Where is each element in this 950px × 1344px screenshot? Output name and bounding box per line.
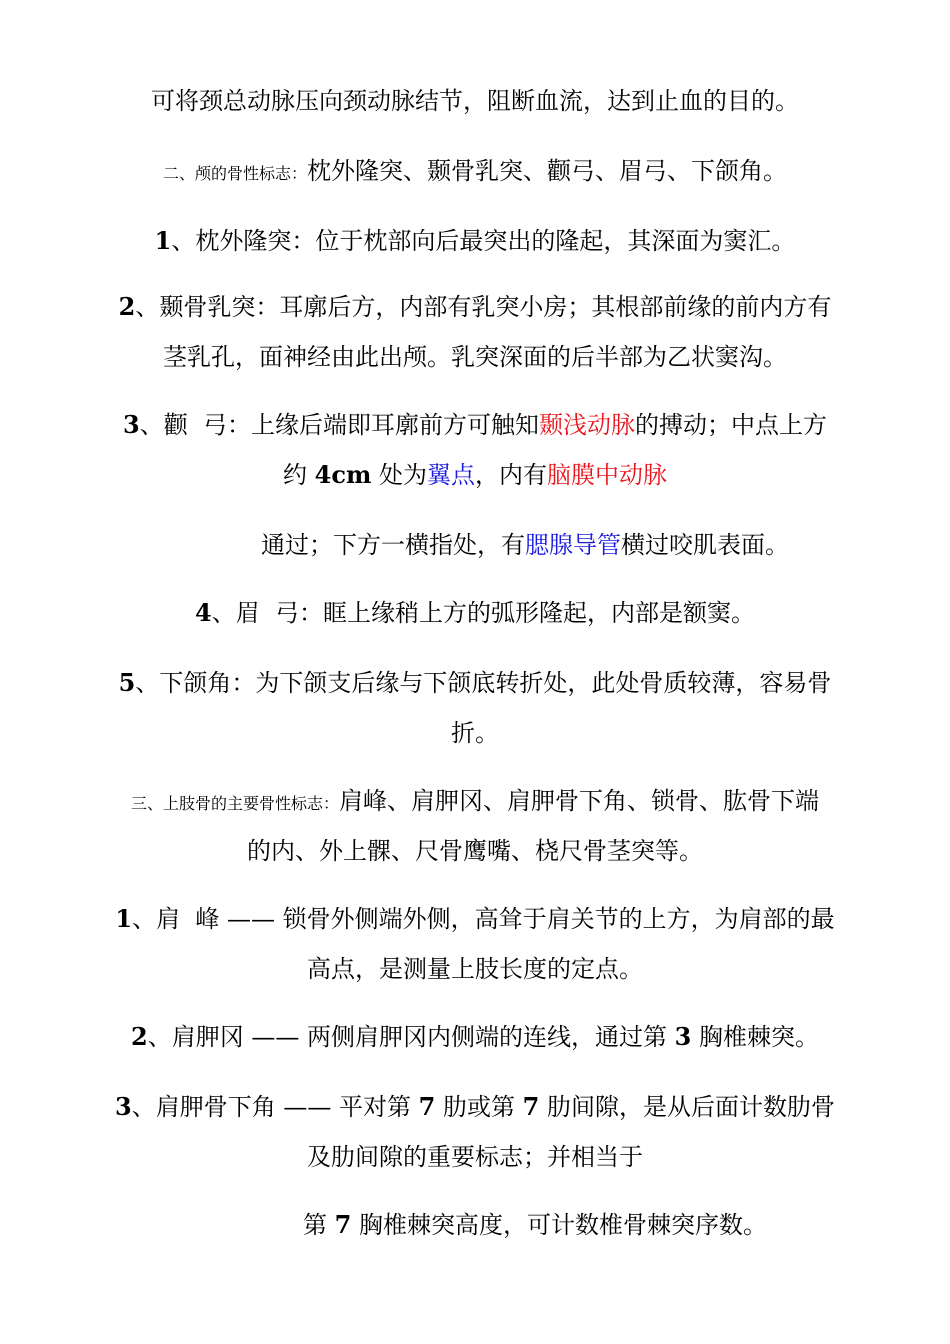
highlight-red: 脑膜中动脉 [547, 461, 667, 489]
heading-text: 枕外隆突、颞骨乳突、颧弓、眉弓、下颌角。 [307, 157, 787, 185]
highlight-blue: 翼点 [427, 461, 475, 489]
item-scapula-inferior-angle-line-2 [60, 1142, 890, 1172]
text: 及肋间隙的重要标志；并相当于 [307, 1143, 643, 1171]
text-line-1 [60, 86, 890, 116]
heading-upper-limb-landmarks [60, 786, 890, 819]
item-mandible-angle-line-1 [60, 668, 890, 698]
item-mastoid-line-2 [60, 342, 890, 372]
text: 的内、外上髁、尺骨鹰嘴、桡尺骨茎突等。 [247, 837, 703, 865]
heading-label: 二、颅的骨性标志： [162, 164, 307, 183]
text: 茎乳孔，面神经由此出颅。乳突深面的后半部为乙状窦沟。 [163, 343, 787, 371]
item-scapular-spine [60, 1022, 890, 1052]
text: ，内有 [475, 461, 547, 489]
item-mastoid-line-1 [60, 292, 890, 322]
number: 7 [418, 1092, 436, 1121]
text: 、肩 峰 —— 锁骨外侧端外侧，高耸于肩关节的上方，为肩部的最 [132, 905, 835, 933]
item-number: 2 [131, 1022, 148, 1051]
item-brow-ridge [60, 598, 890, 628]
item-scapula-inferior-angle-line-3 [120, 1210, 950, 1240]
text: 的搏动；中点上方 [634, 411, 827, 439]
item-number: 1 [154, 226, 172, 255]
text: 肋间隙，是从后面计数肋骨 [539, 1093, 835, 1121]
text: 通过；下方一横指处，有 [261, 531, 525, 559]
text: 、肩胛冈 —— 两侧肩胛冈内侧端的连线，通过第 [147, 1023, 675, 1051]
heading-skull-landmarks [60, 156, 890, 189]
text: 高点，是测量上肢长度的定点。 [307, 955, 643, 983]
item-acromion-line-1 [60, 904, 890, 934]
text: 横过咬肌表面。 [621, 531, 789, 559]
number: 4cm [314, 460, 372, 489]
highlight-red: 颞浅动脉 [538, 411, 635, 439]
item-number: 4 [195, 598, 212, 627]
text: 处为 [371, 461, 427, 489]
text: 、眉 弓：眶上缘稍上方的弧形隆起，内部是额窦。 [211, 599, 755, 627]
text: 可将颈总动脉压向颈动脉结节，阻断血流，达到止血的目的。 [151, 87, 799, 115]
item-number: 3 [123, 410, 140, 439]
item-number: 2 [118, 292, 136, 321]
text: 、枕外隆突：位于枕部向后最突出的隆起，其深面为窦汇。 [171, 227, 796, 255]
item-zygomatic-line-2 [60, 460, 890, 490]
highlight-blue: 腮腺导管 [525, 531, 621, 559]
item-number: 3 [115, 1092, 132, 1121]
text: 肋或第 [435, 1093, 523, 1121]
number: 3 [674, 1022, 692, 1051]
text: 约 [283, 461, 315, 489]
heading-text: 肩峰、肩胛冈、肩胛骨下角、锁骨、肱骨下端 [339, 787, 819, 815]
item-occipital-protuberance [60, 226, 890, 256]
number: 7 [522, 1092, 540, 1121]
text: 胸椎棘突。 [691, 1023, 819, 1051]
text: 第 [303, 1211, 335, 1239]
text: 、肩胛骨下角 —— 平对第 [131, 1093, 419, 1121]
heading-upper-limb-line-2 [60, 836, 890, 866]
item-number: 1 [115, 904, 133, 933]
item-mandible-angle-line-2 [60, 718, 890, 748]
text: 、颞骨乳突：耳廓后方，内部有乳突小房；其根部前缘的前内方有 [135, 293, 832, 321]
text: 、下颌角：为下颌支后缘与下颌底转折处，此处骨质较薄，容易骨 [135, 669, 832, 697]
item-number: 5 [118, 668, 136, 697]
item-acromion-line-2 [60, 954, 890, 984]
item-zygomatic-line-1 [60, 410, 890, 440]
item-scapula-inferior-angle-line-1 [60, 1092, 890, 1122]
text: 折。 [451, 719, 499, 747]
number: 7 [334, 1210, 352, 1239]
item-zygomatic-line-3 [110, 530, 940, 560]
text: 胸椎棘突高度，可计数椎骨棘突序数。 [351, 1211, 767, 1239]
heading-label: 三、上肢骨的主要骨性标志： [130, 794, 339, 813]
text: 、颧 弓：上缘后端即耳廓前方可触知 [139, 411, 539, 439]
